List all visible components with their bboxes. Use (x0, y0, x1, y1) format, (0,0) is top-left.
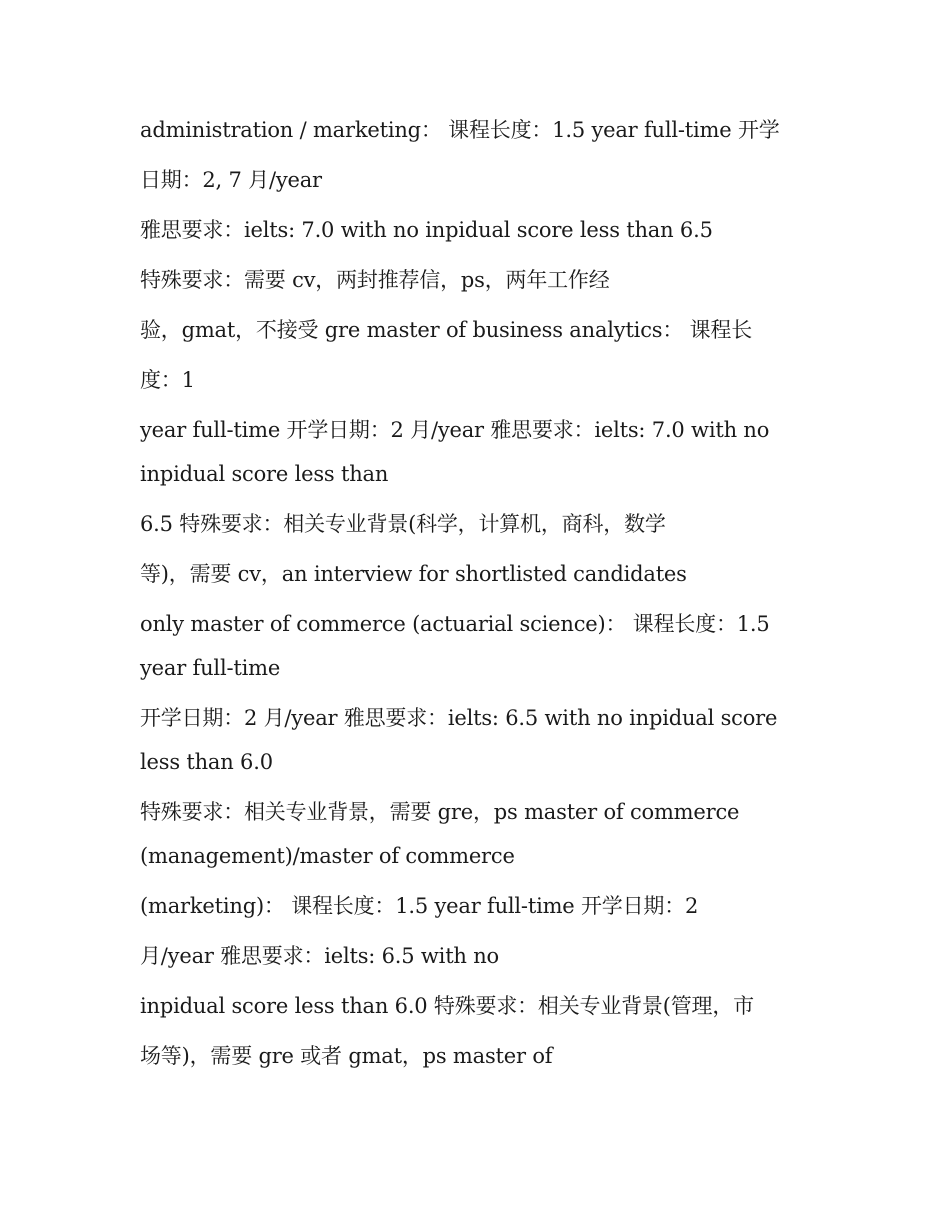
text-line: 开学日期：2 月/year 雅思要求：ielts: 6.5 with no inpidual score (140, 706, 778, 730)
text-line: 场等)，需要 gre 或者 gmat，ps master of (140, 1044, 553, 1068)
text-line: (management)/master of commerce (140, 844, 515, 868)
text-line: 度：1 (140, 368, 195, 392)
text-line: year full-time (140, 656, 281, 680)
text-line: 特殊要求：相关专业背景，需要 gre，ps master of commerce (140, 800, 740, 824)
document-text (140, 110, 820, 1086)
text-line: 等)，需要 cv，an interview for shortlisted candidates (140, 562, 687, 586)
text-line: 日期：2, 7 月/year (140, 168, 322, 192)
text-line: (marketing)： 课程长度：1.5 year full-time 开学日期：2 (140, 894, 699, 918)
text-line: less than 6.0 (140, 750, 273, 774)
text-line: only master of commerce (actuarial science)： 课程长度：1.5 (140, 612, 770, 636)
text-line: year full-time 开学日期：2 月/year 雅思要求：ielts: 7.0 with no (140, 418, 770, 442)
text-line: administration / marketing： 课程长度：1.5 year full-time 开学 (140, 118, 780, 142)
text-line: 6.5 特殊要求：相关专业背景(科学，计算机，商科，数学 (140, 512, 666, 536)
text-line: inpidual score less than 6.0 特殊要求：相关专业背景(管理，市 (140, 994, 754, 1018)
text-line: inpidual score less than (140, 462, 389, 486)
text-line: 月/year 雅思要求：ielts: 6.5 with no (140, 944, 499, 968)
text-line: 验，gmat，不接受 gre master of business analytics： 课程长 (140, 318, 753, 342)
text-line: 雅思要求：ielts: 7.0 with no inpidual score less than 6.5 (140, 218, 713, 242)
text-line: 特殊要求：需要 cv，两封推荐信，ps，两年工作经 (140, 268, 610, 292)
